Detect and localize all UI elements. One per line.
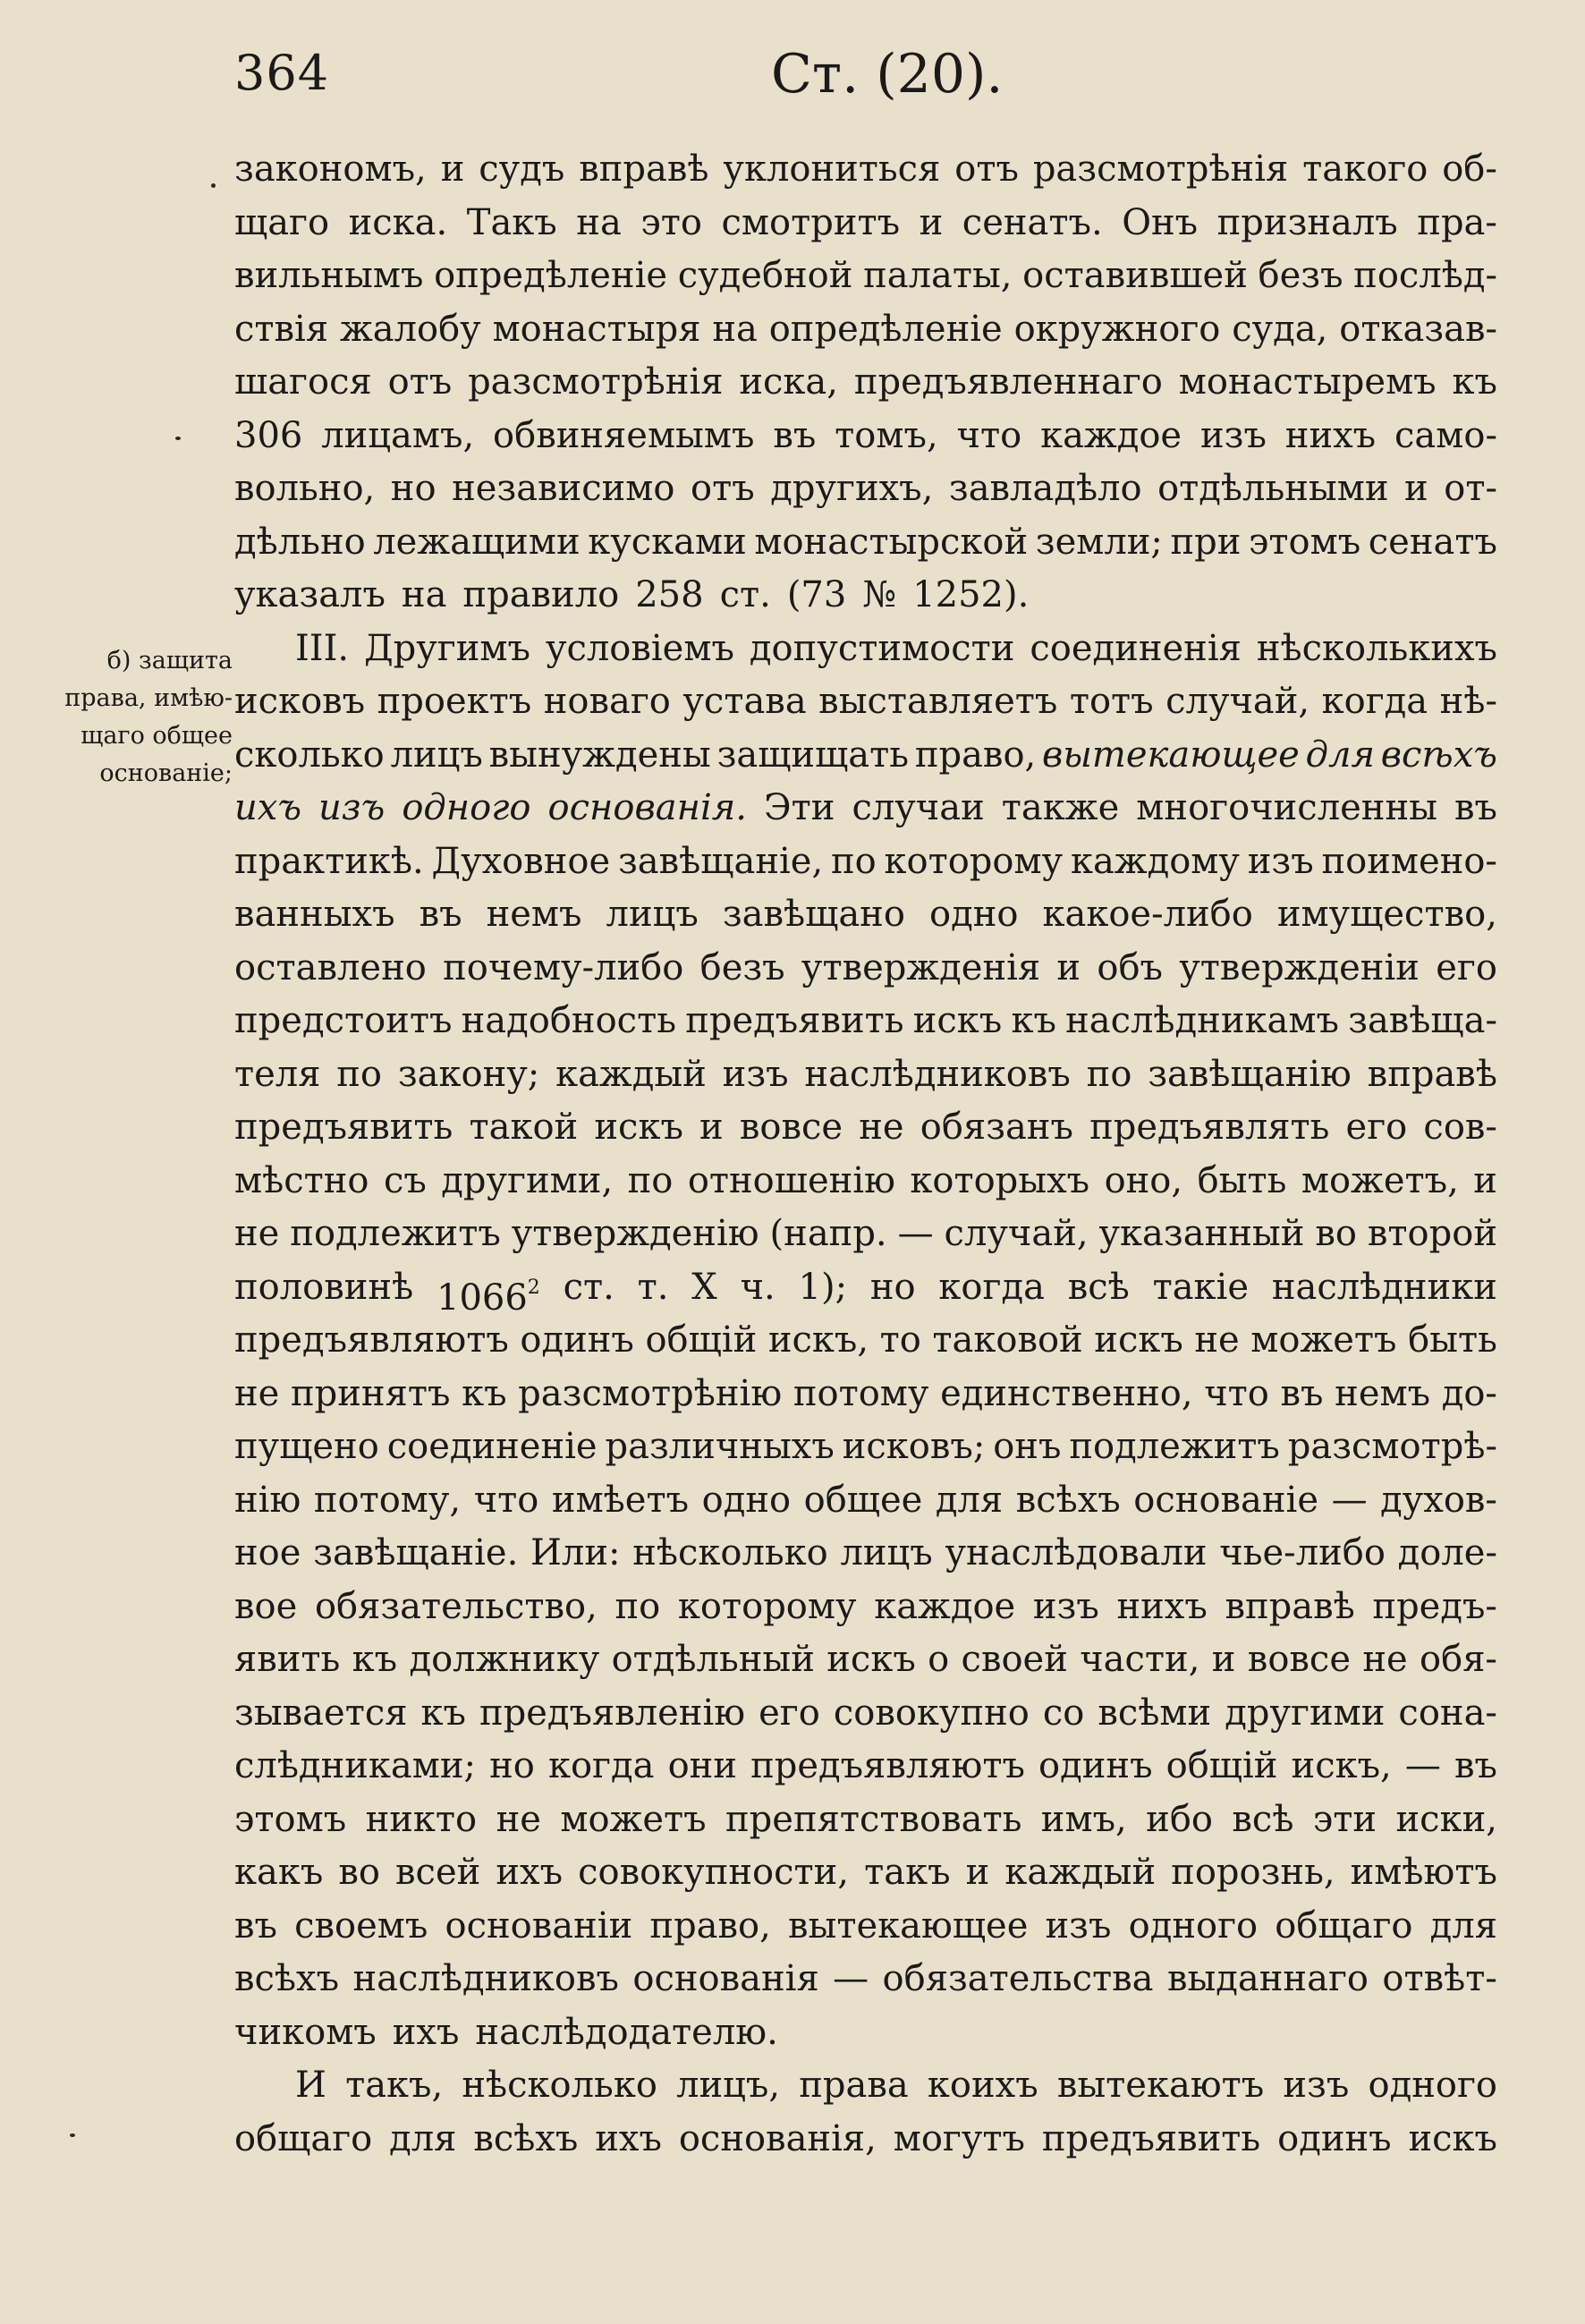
text-line: И такъ, нѣсколько лицъ, права коихъ вытекаютъ изъ одного xyxy=(295,2065,1497,2106)
page-number: 364 xyxy=(234,45,330,101)
margin-note-line: основаніе; xyxy=(99,759,233,787)
text-line: ванныхъ въ немъ лицъ завѣщано одно какое-либо имущество, xyxy=(234,894,1497,935)
page-title: Ст. (20). xyxy=(771,43,1004,106)
text-line: чикомъ ихъ наслѣдодателю. xyxy=(234,2011,778,2053)
text-line: зывается къ предъявленію его совокупно со всѣми другими сона- xyxy=(234,1692,1497,1734)
text-line: не подлежитъ утвержденію (напр. — случай, указанный во второй xyxy=(234,1213,1497,1254)
text-line: не принятъ къ разсмотрѣнію потому единственно, что въ немъ до- xyxy=(234,1372,1497,1414)
text-line: ное завѣщаніе. Или: нѣсколько лицъ унаслѣдовали чье-либо доле- xyxy=(234,1532,1497,1573)
text-line: предъявляютъ одинъ общій искъ, то таковой искъ не можетъ быть xyxy=(234,1319,1497,1361)
page-header xyxy=(0,36,1585,116)
print-speck xyxy=(175,437,181,440)
print-speck xyxy=(211,183,216,188)
text-line: предстоитъ надобность предъявить искъ къ наслѣдникамъ завѣща- xyxy=(234,1000,1497,1041)
margin-note-line: б) защита xyxy=(106,647,233,674)
text-line: явить къ должнику отдѣльный искъ о своей части, и вовсе не обя- xyxy=(234,1639,1497,1680)
text-line: всѣхъ наслѣдниковъ основанія — обязательства выданнаго отвѣт- xyxy=(234,1958,1497,1999)
text-line: половинѣ 1066$^2$ ст. т. X ч. 1); но когда всѣ такіе наслѣдники xyxy=(234,1266,1497,1319)
text-line: оставлено почему-либо безъ утвержденія и объ утвержденіи его xyxy=(234,946,1497,988)
text-line: нію потому, что имѣетъ одно общее для всѣхъ основаніе — духов- xyxy=(234,1479,1497,1521)
text-line: слѣдниками; но когда они предъявляютъ одинъ общій искъ, — въ xyxy=(234,1745,1497,1786)
text-line: общаго для всѣхъ ихъ основанія, могутъ предъявить одинъ искъ xyxy=(234,2117,1497,2159)
text-line: мѣстно съ другими, по отношенію которыхъ оно, быть можетъ, и xyxy=(234,1159,1497,1201)
text-line: III. Другимъ условіемъ допустимости соединенія нѣсколькихъ xyxy=(295,627,1497,669)
text-line: вое обязательство, по которому каждое изъ нихъ вправѣ предъ- xyxy=(234,1585,1497,1627)
margin-note-line: щаго общее xyxy=(81,722,233,750)
text-line: указалъ на правило 258 ст. (73 № 1252). xyxy=(234,574,1030,615)
text-line: щаго иска. Такъ на это смотритъ и сенатъ. Онъ призналъ пра- xyxy=(234,201,1497,243)
text-line: вольно, но независимо отъ другихъ, завладѣло отдѣльными и от- xyxy=(234,468,1497,509)
text-line: теля по закону; каждый изъ наслѣдниковъ по завѣщанію вправѣ xyxy=(234,1053,1497,1095)
text-line: сколько лицъ вынуждены защищать право, вытекающее для всѣхъ xyxy=(234,734,1497,776)
text-line: 306 лицамъ, обвиняемымъ въ томъ, что каждое изъ нихъ само- xyxy=(234,414,1497,456)
margin-note xyxy=(25,642,233,793)
print-speck xyxy=(70,2133,75,2137)
text-line: предъявить такой искъ и вовсе не обязанъ предъявлять его сов- xyxy=(234,1107,1497,1148)
text-line: исковъ проектъ новаго устава выставляетъ тотъ случай, когда нѣ- xyxy=(234,681,1497,722)
margin-note-line: права, имѣю- xyxy=(64,684,233,712)
text-line: закономъ, и судъ вправѣ уклониться отъ разсмотрѣнія такого об- xyxy=(234,148,1497,190)
text-line: ихъ изъ одного основанія. Эти случаи также многочисленны въ xyxy=(234,787,1497,828)
text-line: какъ во всей ихъ совокупности, такъ и каждый порознь, имѣютъ xyxy=(234,1852,1497,1893)
text-line: пущено соединеніе различныхъ исковъ; онъ подлежитъ разсмотрѣ- xyxy=(234,1426,1497,1467)
text-line: ствія жалобу монастыря на опредѣленіе окружного суда, отказав- xyxy=(234,308,1497,350)
text-line: практикѣ. Духовное завѣщаніе, по которому каждому изъ поимено- xyxy=(234,840,1497,882)
text-line: вильнымъ опредѣленіе судебной палаты, оставившей безъ послѣд- xyxy=(234,255,1497,296)
text-line: въ своемъ основаніи право, вытекающее изъ одного общаго для xyxy=(234,1904,1497,1947)
text-line: дѣльно лежащими кусками монастырской земли; при этомъ сенатъ xyxy=(234,521,1497,563)
body-text xyxy=(234,143,1497,2166)
text-line: этомъ никто не можетъ препятствовать имъ, ибо всѣ эти иски, xyxy=(234,1798,1497,1840)
text-line: шагося отъ разсмотрѣнія иска, предъявленнаго монастыремъ къ xyxy=(234,361,1497,403)
